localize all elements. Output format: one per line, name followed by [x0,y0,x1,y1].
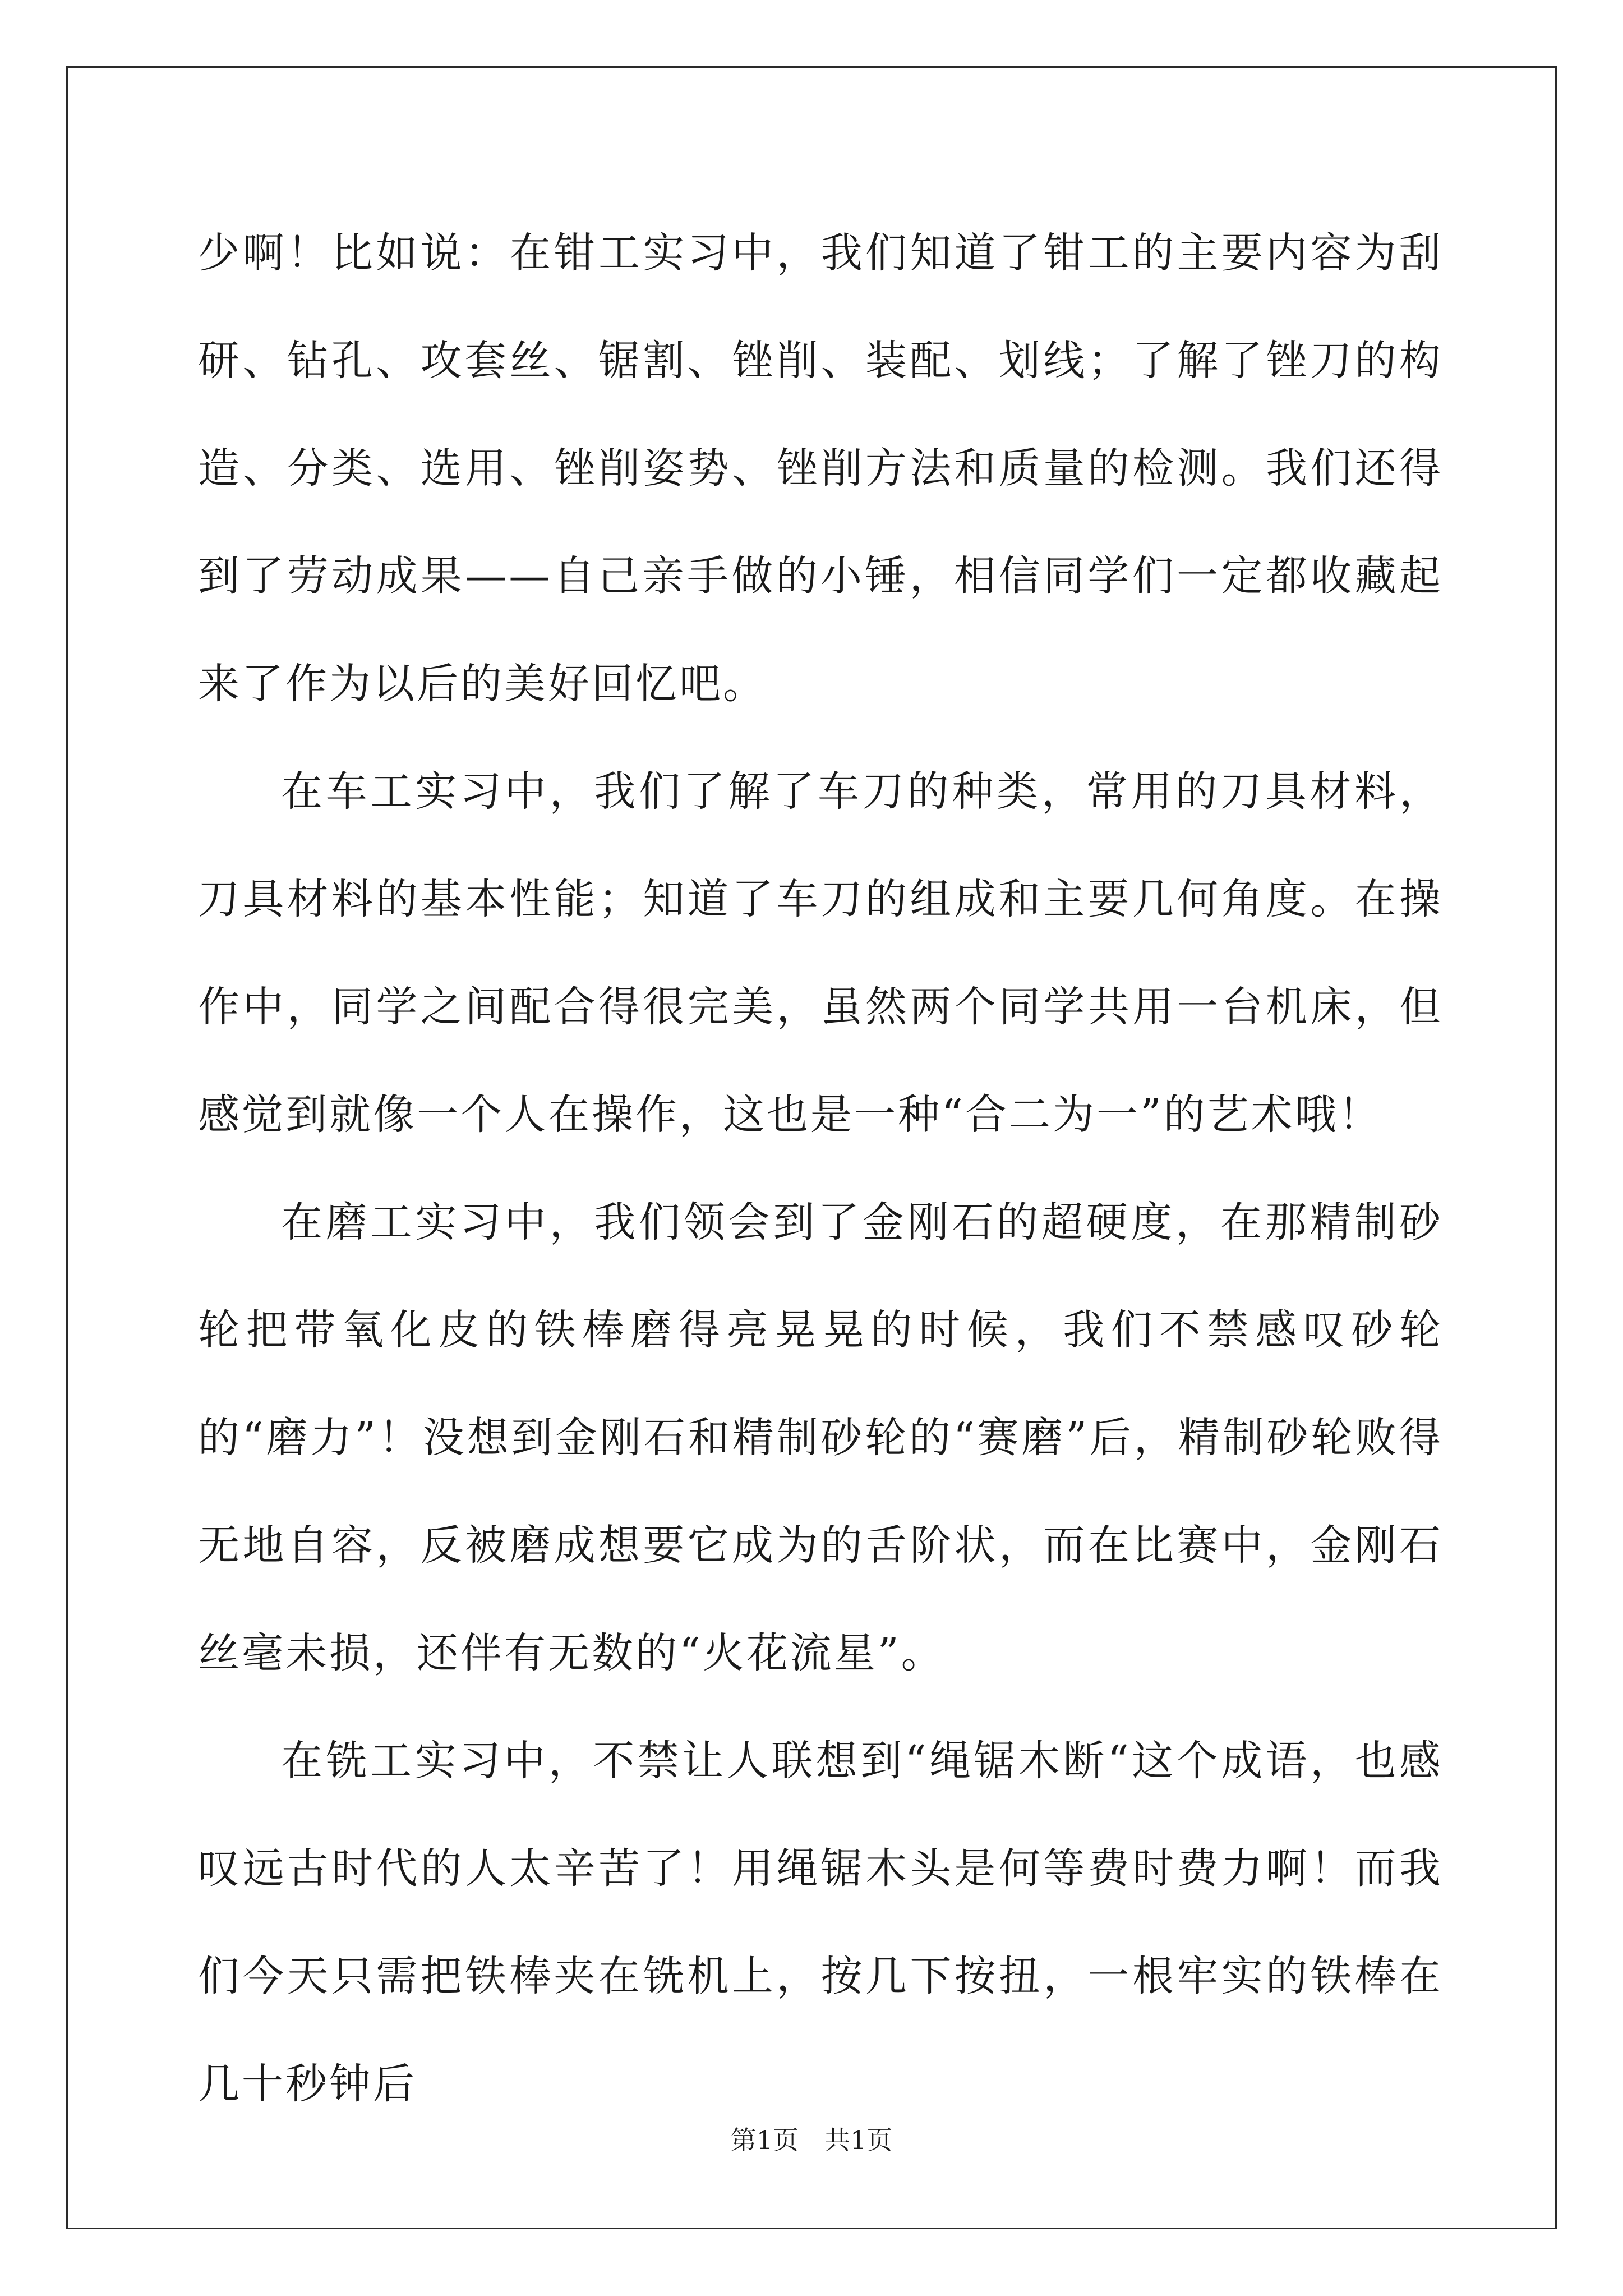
paragraph-lathe-practice: 在车工实习中，我们了解了车刀的种类，常用的刀具材料，刀具材料的基本性能；知道了车刀的组成和主要几何角度。在操作中，同学之间配合得很完美，虽然两个同学共用一台机床，但感觉到就像一个人在操作，这也是一种“合二为一”的艺术哦！ [198,767,1443,1139]
paragraph-fitter-practice: 少啊！比如说：在钳工实习中，我们知道了钳工的主要内容为刮研、钻孔、攻套丝、锯割、锉削、装配、划线；了解了锉刀的构造、分类、选用、锉削姿势、锉削方法和质量的检测。我们还得到了劳动成果——自己亲手做的小锤，相信同学们一定都收藏起来了作为以后的美好回忆吧。 [198,229,1443,708]
document-body [198,199,1443,2138]
paragraph-milling-practice: 在铣工实习中，不禁让人联想到“绳锯木断“这个成语，也感叹远古时代的人太辛苦了！用绳锯木头是何等费时费力啊！而我们今天只需把铁棒夹在铣机上，按几下按扭，一根牢实的铁棒在几十秒钟后 [198,1737,1443,2108]
paragraph-grinding-practice: 在磨工实习中，我们领会到了金刚石的超硬度，在那精制砂轮把带氧化皮的铁棒磨得亮晃晃的时候，我们不禁感叹砂轮的“磨力”！没想到金刚石和精制砂轮的“赛磨”后，精制砂轮败得无地自容，反被磨成想要它成为的舌阶状，而在比赛中，金刚石丝毫未损，还伴有无数的“火花流星”。 [198,1198,1443,1677]
page-footer: 第1页 共1页 [730,2125,893,2155]
